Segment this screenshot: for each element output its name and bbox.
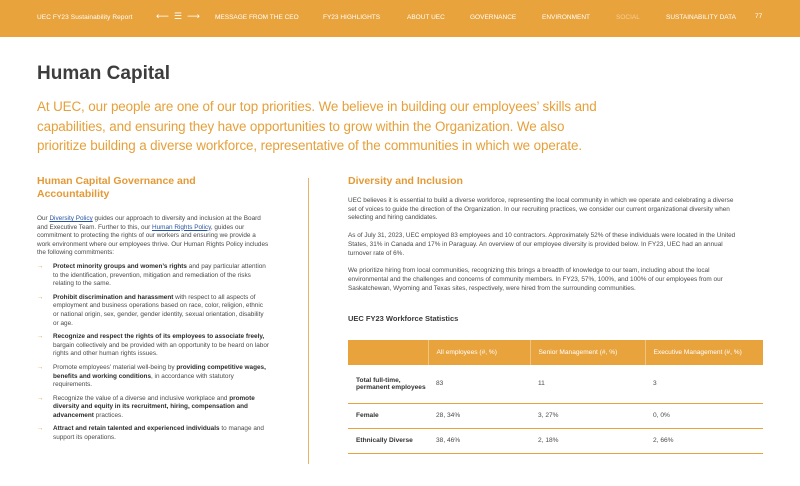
table-header-row: [348, 340, 763, 365]
table-cell: 83: [428, 365, 530, 403]
list-item: → Promote employees’ material well-being by providing competitive wages, benefits and working conditions, in accordance with statutory requirements.: [37, 363, 266, 389]
dash-icon: →: [37, 293, 44, 301]
page-number: 77: [755, 13, 763, 20]
row-header: Female: [348, 403, 428, 428]
nav-item-about-uec[interactable]: ABOUT UEC: [407, 14, 445, 21]
table-cell: 3: [645, 365, 763, 403]
column-header: Executive Management (#, %): [645, 340, 763, 365]
page-navigation: [156, 11, 201, 22]
diversity-section: [348, 175, 768, 323]
commitments-list: [37, 263, 269, 443]
text-run: Our: [37, 215, 50, 222]
table-cell: 0, 0%: [645, 403, 763, 428]
column-header: [348, 340, 428, 365]
nav-item-fy23-highlights[interactable]: FY23 HIGHLIGHTS: [323, 14, 381, 21]
report-title: UEC FY23 Sustainability Report: [37, 14, 133, 21]
diversity-paragraph-3: We prioritize hiring from local communities, recognizing this brings a breadth of knowledge to our team, including about the local environmental and the challenges and concerns of community members. In FY23, 57%, 100%, and 100% of our employees from our Saskatchewan, Wyoming and Texas sites, respectively, were hired from the surrounding communities.: [348, 267, 723, 292]
menu-icon[interactable]: ☰: [173, 11, 183, 21]
diversity-heading: Diversity and Inclusion: [348, 175, 463, 187]
table-cell: 2, 66%: [645, 428, 763, 453]
workforce-statistics-table: [348, 340, 763, 454]
dash-icon: →: [37, 394, 44, 402]
human-rights-policy-link[interactable]: Human Rights Policy: [151, 223, 211, 231]
top-bar: [0, 0, 800, 37]
table-cell: 11: [530, 365, 645, 403]
row-header: Total full-time, permanent employees: [348, 365, 428, 403]
governance-heading: Human Capital Governance and Accountability: [37, 175, 196, 200]
list-item: → Recognize and respect the rights of its employees to associate freely, bargain collectively and be provided with an opportunity to be heard on labor rights and other human rights issues.: [37, 333, 270, 358]
governance-paragraph: [37, 215, 269, 258]
table-cell: 38, 46%: [428, 428, 530, 453]
nav-item-sustainability-data[interactable]: SUSTAINABILITY DATA: [666, 14, 736, 21]
text-run: , guides our commitment to protecting the rights of our workers and ensuring we provide a work environment where our employees thrive. Our Human Rights Policy includes the following commitments:: [37, 223, 269, 257]
text-run: guides our approach to diversity and inclusion at the Board and Executive Team. Further to this, our: [37, 215, 261, 231]
list-item: → Attract and retain talented and experienced individuals to manage and support its operations.: [37, 425, 264, 442]
table-row: [348, 365, 763, 403]
nav-item-environment[interactable]: ENVIRONMENT: [542, 14, 591, 21]
dash-icon: →: [37, 363, 44, 371]
page-title: Human Capital: [37, 63, 171, 84]
list-item: → Protect minority groups and women’s rights and pay particular attention to the identification, prevention, mitigation and remediation of the risks relating to the same.: [37, 262, 266, 288]
list-item: → Recognize the value of a diverse and inclusive workplace and promote diversity and equity in its recruitment, hiring, compensation and advancement practices.: [37, 394, 255, 419]
dash-icon: →: [37, 262, 44, 270]
table-row: [348, 403, 763, 428]
table-title: UEC FY23 Workforce Statistics: [348, 314, 459, 324]
dash-icon: →: [37, 425, 44, 433]
next-page-icon[interactable]: ⟶: [186, 11, 201, 21]
nav-item-social[interactable]: SOCIAL: [616, 14, 640, 21]
nav-item-governance[interactable]: GOVERNANCE: [470, 14, 517, 21]
intro-statement: At UEC, our people are one of our top priorities. We believe in building our employees’ skills and capabilities, and ensuring they have opportunities to grow within the Organization. We also prioritize building a diverse workforce, representative of the communities in which we operate.: [37, 99, 597, 153]
diversity-paragraph-2: As of July 31, 2023, UEC employed 83 employees and 10 contractors. Approximately 52% of these individuals were located in the United States, 31% in Canada and 17% in Paraguay. An overview of our employee diversity is provided below. In FY23, UEC had an annual turnover rate of 6%.: [348, 232, 736, 257]
table-cell: 28, 34%: [428, 403, 530, 428]
table-row: [348, 428, 763, 453]
table-cell: 3, 27%: [530, 403, 645, 428]
nav-item-ceo-message[interactable]: MESSAGE FROM THE CEO: [215, 14, 299, 21]
diversity-paragraph-1: UEC believes it is essential to build a diverse workforce, representing the local community in which we operate and celebrating a diverse set of voices to guide the direction of the Organization. In our recruiting practices, we consider our current organizational diversity when selecting and hiring candidates.: [348, 197, 734, 222]
table-cell: 2, 18%: [530, 428, 645, 453]
prev-page-icon[interactable]: ⟵: [156, 11, 170, 21]
column-divider: [308, 178, 309, 464]
dash-icon: →: [37, 333, 44, 341]
row-header: Ethnically Diverse: [348, 428, 428, 453]
column-header: Senior Management (#, %): [530, 340, 645, 365]
governance-section: [37, 175, 269, 448]
diversity-policy-link[interactable]: Diversity Policy: [49, 215, 93, 222]
list-item: → Prohibit discrimination and harassment with respect to all aspects of employment and business operations based on race, color, religion, ethnic or national origin, sex, gender, gender identity, sexual orientation, disability or age.: [37, 293, 264, 327]
section-nav: [215, 14, 736, 21]
column-header: All employees (#, %): [428, 340, 530, 365]
